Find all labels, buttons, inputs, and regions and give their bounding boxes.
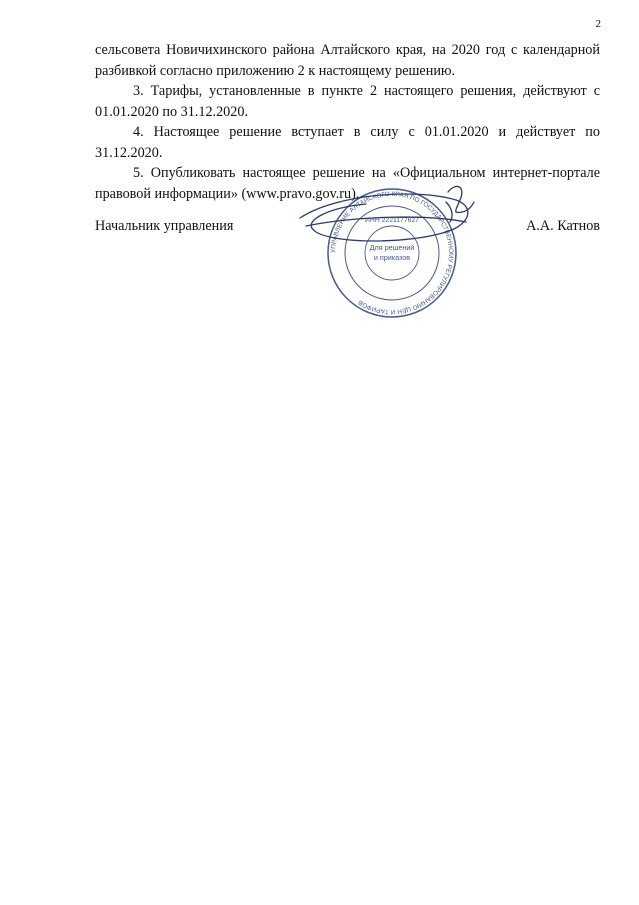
paragraph-continuation: сельсовета Новичихинского района Алтайского края, на 2020 год с календарной разбивкой согласно приложению 2 к настоящему решению. [95, 42, 600, 79]
paragraph-item-5: 5. Опубликовать настоящее решение на «Официальном интернет-портале правовой информации» (www.pravo.gov.ru). [95, 165, 600, 202]
seal-ring-text: УПРАВЛЕНИЕ АЛТАЙСКОГО КРАЯ ПО ГОСУДАРСТВЕННОМУ РЕГУЛИРОВАНИЮ ЦЕН И ТАРИФОВ [329, 190, 455, 316]
signature-row [95, 218, 600, 240]
page-number: 2 [595, 18, 601, 30]
seal-inn-text: ИНН 2221177627 [365, 217, 419, 224]
seal-center-line-2: и приказов [373, 253, 411, 262]
paragraph-item-4: 4. Настоящее решение вступает в силу с 01.01.2020 и действует по 31.12.2020. [95, 124, 600, 161]
seal-center-line-1: Для решений [369, 243, 415, 252]
paragraph-item-3: 3. Тарифы, установленные в пункте 2 настоящего решения, действуют с 01.01.2020 по 31.12.2020. [95, 83, 600, 120]
official-seal-stamp [296, 178, 478, 324]
signatory-title: Начальник управления [95, 218, 234, 234]
signatory-name: А.А. Катнов [526, 218, 600, 234]
